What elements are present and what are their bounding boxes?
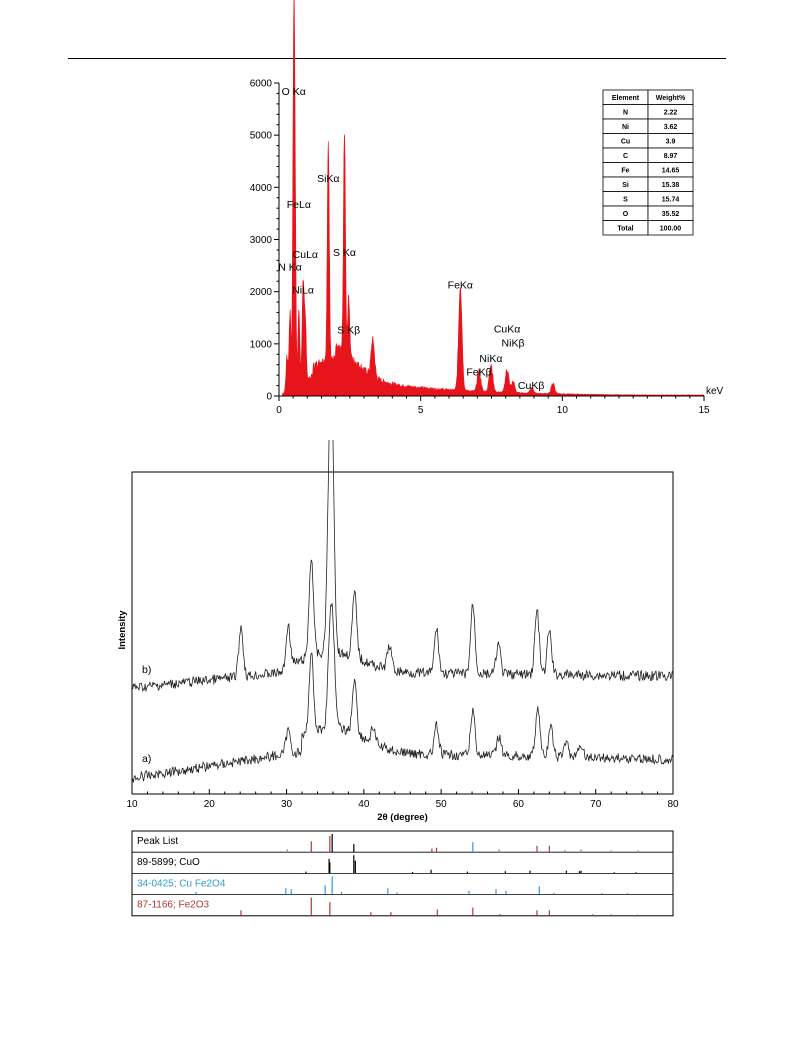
- eds-peak-label: CuKβ: [517, 380, 545, 393]
- eds-x-tick-label: 0: [276, 405, 282, 416]
- eds-table-text: Ni: [622, 124, 629, 131]
- peak-list-row-label: 34-0425; Cu Fe2O4: [137, 878, 226, 890]
- xrd-x-tick-label: 70: [590, 799, 602, 810]
- eds-table-text: Total: [617, 225, 634, 233]
- eds-peak-label: NiLα: [292, 284, 314, 297]
- eds-table-text: 100.00: [659, 225, 682, 233]
- eds-spectrum-chart: [0, 0, 793, 440]
- eds-table-text: 14.65: [661, 167, 680, 175]
- eds-y-tick-label: 0: [266, 391, 272, 403]
- eds-peak-label: S Kα: [332, 247, 356, 260]
- eds-peak-label: FeLα: [286, 199, 311, 212]
- eds-table-text: 15.38: [661, 182, 680, 189]
- eds-peak-label: NiKβ: [501, 337, 525, 350]
- xrd-y-axis-label: Intensity: [117, 610, 128, 650]
- peak-list-chart: [0, 825, 793, 945]
- eds-peak-label: N Kα: [278, 261, 302, 274]
- eds-table-text: Cu: [620, 138, 631, 146]
- eds-x-tick-label: 10: [556, 405, 568, 416]
- eds-table-text: 3.62: [663, 124, 678, 131]
- eds-peak-label: SiKα: [317, 172, 340, 185]
- eds-table-text: Fe: [621, 167, 630, 175]
- eds-table-text: C: [622, 153, 629, 160]
- eds-peak-label: S Kβ: [337, 324, 361, 337]
- xrd-x-tick-label: 40: [358, 799, 370, 810]
- eds-peak-label: CuLα: [292, 249, 319, 262]
- eds-x-tick-label: 15: [698, 405, 710, 416]
- eds-table-text: 35.52: [661, 211, 680, 218]
- eds-peak-label: FeKα: [447, 279, 473, 292]
- xrd-x-tick-label: 80: [667, 799, 679, 810]
- eds-table-text: Si: [622, 182, 629, 189]
- eds-table-text: 15.74: [661, 196, 680, 204]
- xrd-x-tick-label: 50: [435, 799, 447, 810]
- eds-peak-label: O Kα: [281, 85, 306, 98]
- xrd-series-a-line: [132, 603, 673, 782]
- xrd-x-tick-label: 10: [126, 799, 138, 810]
- eds-y-tick-label: 6000: [249, 78, 272, 90]
- xrd-x-tick-label: 20: [203, 799, 215, 810]
- xrd-x-tick-label: 60: [512, 799, 524, 810]
- eds-peak-label: NiKα: [479, 352, 503, 365]
- eds-table-text: Weight%: [655, 95, 686, 102]
- eds-table-text: 8.97: [663, 153, 678, 160]
- xrd-series-a-label: a): [142, 753, 152, 765]
- eds-y-tick-label: 1000: [249, 339, 272, 351]
- eds-y-tick-label: 2000: [249, 287, 272, 299]
- peak-list-row-label: Peak List: [137, 836, 179, 847]
- xrd-plot-frame: [132, 472, 673, 794]
- eds-peak-label: CuKα: [493, 323, 521, 336]
- eds-table-text: 2.22: [663, 109, 678, 117]
- peak-list-row-label: 87-1166; Fe2O3: [137, 899, 210, 911]
- eds-x-tick-label: 5: [417, 405, 424, 416]
- xrd-x-axis-label: 2θ (degree): [377, 812, 428, 823]
- xrd-x-tick-label: 30: [281, 799, 293, 810]
- eds-table-text: O: [622, 211, 629, 218]
- eds-peak-label: FeKβ: [466, 366, 492, 379]
- xrd-series-b-line: [132, 440, 673, 691]
- eds-y-tick-label: 3000: [249, 235, 272, 246]
- xrd-pattern-chart: [0, 440, 793, 880]
- eds-table-text: S: [623, 196, 628, 204]
- peak-list-row-label: 89-5899; CuO: [137, 857, 200, 869]
- eds-y-tick-label: 4000: [249, 182, 272, 194]
- eds-table-text: N: [622, 109, 629, 117]
- eds-y-tick-label: 5000: [249, 130, 272, 142]
- eds-table-text: 3.9: [665, 138, 676, 146]
- xrd-series-b-label: b): [142, 664, 152, 676]
- eds-x-unit-label: keV: [706, 386, 724, 397]
- eds-table-text: Element: [611, 95, 640, 102]
